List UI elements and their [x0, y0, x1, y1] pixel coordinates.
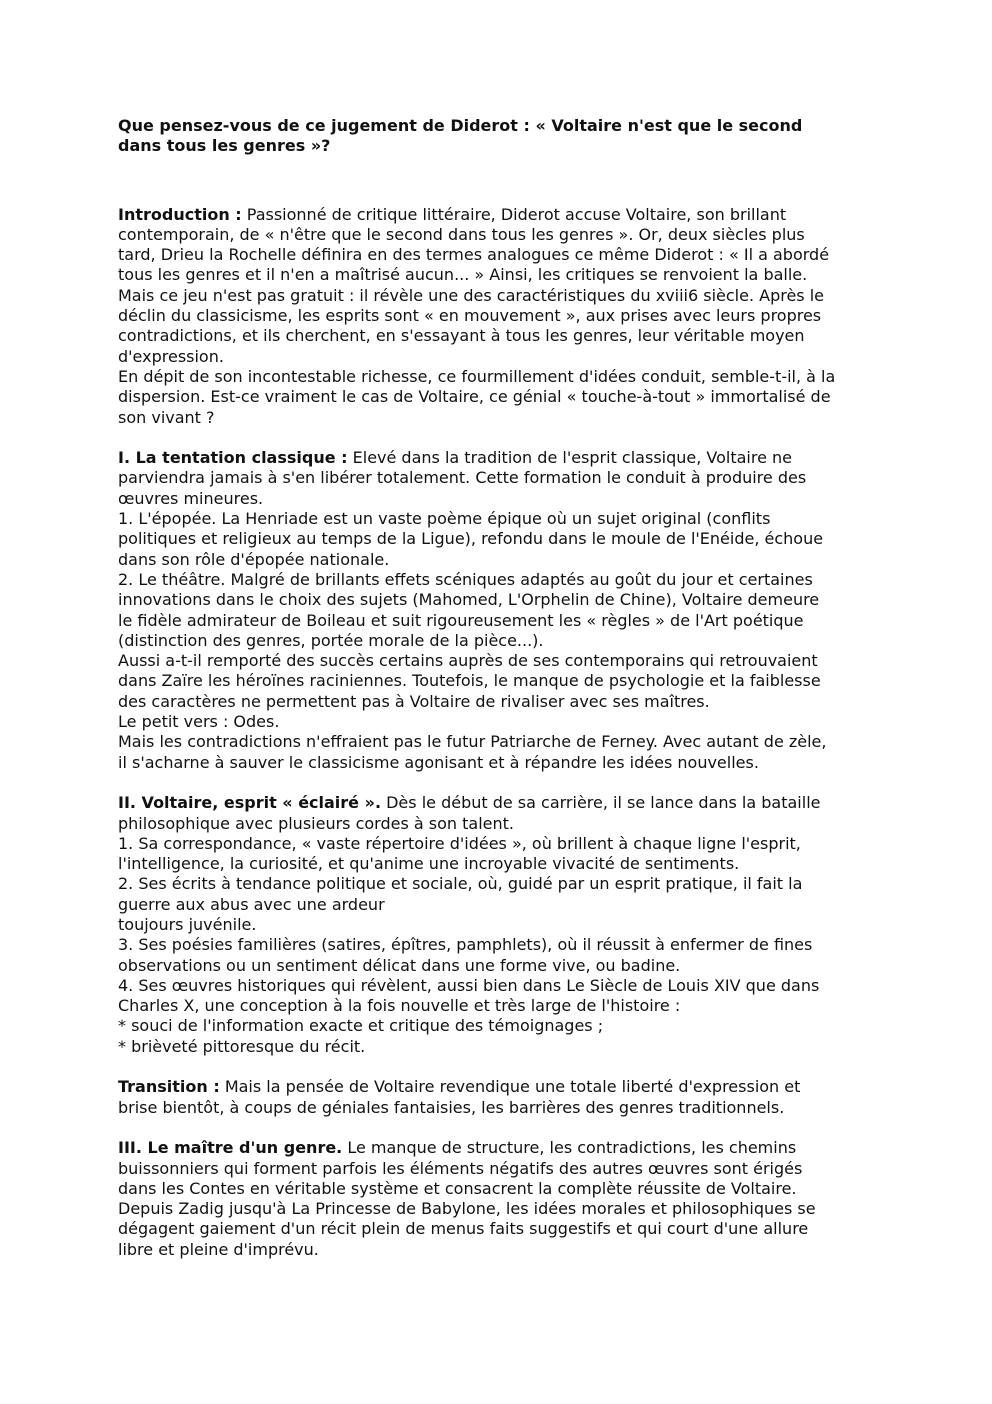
- body-line: dégagent gaiement d'un récit plein de menus faits suggestifs et qui court d'une allure: [118, 1219, 809, 1239]
- body-line: Charles X, une conception à la fois nouvelle et très large de l'histoire :: [118, 996, 681, 1016]
- title-line: dans tous les genres »?: [118, 136, 331, 156]
- part1-heading: I. La tentation classique :: [118, 448, 348, 468]
- body-line: * brièveté pittoresque du récit.: [118, 1036, 366, 1056]
- body-line: dispersion. Est-ce vraiment le cas de Voltaire, ce génial « touche-à-tout » immortalisé de: [118, 387, 831, 407]
- part1-section: [118, 448, 888, 773]
- introduction-heading: Introduction :: [118, 204, 242, 224]
- body-line: Mais ce jeu n'est pas gratuit : il révèle une des caractéristiques du xviii6 siècle. Après le: [118, 285, 825, 305]
- body-line: En dépit de son incontestable richesse, ce fourmillement d'idées conduit, semble-t-il, à la: [118, 366, 836, 386]
- part2-heading: II. Voltaire, esprit « éclairé ».: [118, 793, 382, 813]
- body-line: œuvres mineures.: [118, 488, 264, 508]
- introduction-section: [118, 205, 888, 428]
- body-line: parviendra jamais à s'en libérer totalement. Cette formation le conduit à produire des: [118, 468, 807, 488]
- body-line: il s'acharne à sauver le classicisme agonisant et à répandre les idées nouvelles.: [118, 752, 759, 772]
- body-line: philosophique avec plusieurs cordes à son talent.: [118, 813, 514, 833]
- body-line: brise bientôt, à coups de géniales fantaisies, les barrières des genres traditionnels.: [118, 1097, 785, 1117]
- body-text: Mais la pensée de Voltaire revendique une totale liberté d'expression et: [219, 1077, 801, 1097]
- document-page: [118, 116, 888, 1280]
- body-line: libre et pleine d'imprévu.: [118, 1239, 319, 1259]
- body-line: déclin du classicisme, les esprits sont « en mouvement », aux prises avec leurs propres: [118, 306, 822, 326]
- part3-section: [118, 1138, 888, 1260]
- transition-section: [118, 1077, 888, 1118]
- body-line: 2. Ses écrits à tendance politique et sociale, où, guidé par un esprit pratique, il fait la: [118, 874, 803, 894]
- body-line: Aussi a-t-il remporté des succès certains auprès de ses contemporains qui retrouvaient: [118, 651, 818, 671]
- body-line: le fidèle admirateur de Boileau et suit rigoureusement les « règles » de l'Art poétique: [118, 610, 804, 630]
- body-line: buissonniers qui forment parfois les éléments négatifs des autres œuvres sont érigés: [118, 1158, 803, 1178]
- body-line: 4. Ses œuvres historiques qui révèlent, aussi bien dans Le Siècle de Louis XIV que dans: [118, 975, 820, 995]
- body-line: Le petit vers : Odes.: [118, 712, 280, 732]
- body-line: 1. Sa correspondance, « vaste répertoire d'idées », où brillent à chaque ligne l'esprit,: [118, 833, 801, 853]
- body-line: l'intelligence, la curiosité, et qu'anime une incroyable vivacité de sentiments.: [118, 854, 740, 874]
- body-line: Depuis Zadig jusqu'à La Princesse de Babylone, les idées morales et philosophiques se: [118, 1199, 816, 1219]
- body-line: politiques et religieux au temps de la Ligue), refondu dans le moule de l'Enéide, échoue: [118, 529, 824, 549]
- body-line: 3. Ses poésies familières (satires, épîtres, pamphlets), où il réussit à enfermer de fines: [118, 935, 813, 955]
- body-line: (distinction des genres, portée morale de la pièce...).: [118, 630, 544, 650]
- body-text: Dès le début de sa carrière, il se lance dans la bataille: [381, 793, 821, 813]
- body-line: observations ou un sentiment délicat dans une forme vive, ou badine.: [118, 955, 681, 975]
- body-line: contemporain, de « n'être que le second dans tous les genres ». Or, deux siècles plus: [118, 224, 805, 244]
- body-line: contradictions, et ils cherchent, en s'essayant à tous les genres, leur véritable moyen: [118, 326, 805, 346]
- body-line: * souci de l'information exacte et critique des témoignages ;: [118, 1016, 604, 1036]
- body-text: Passionné de critique littéraire, Diderot accuse Voltaire, son brillant: [241, 204, 787, 224]
- body-line: 2. Le théâtre. Malgré de brillants effets scéniques adaptés au goût du jour et certaines: [118, 569, 813, 589]
- body-line: guerre aux abus avec une ardeur: [118, 894, 385, 914]
- body-text: Le manque de structure, les contradictions, les chemins: [342, 1138, 797, 1158]
- body-line: son vivant ?: [118, 407, 215, 427]
- body-line: 1. L'épopée. La Henriade est un vaste poème épique où un sujet original (conflits: [118, 509, 771, 529]
- part2-section: [118, 793, 888, 1057]
- body-line: d'expression.: [118, 346, 224, 366]
- body-line: tard, Drieu la Rochelle définira en des termes analogues ce même Diderot : « Il a abordé: [118, 245, 830, 265]
- body-line: dans Zaïre les héroïnes raciniennes. Toutefois, le manque de psychologie et la faiblesse: [118, 671, 821, 691]
- body-line: tous les genres et il n'en a maîtrisé aucun... » Ainsi, les critiques se renvoient la balle.: [118, 265, 808, 285]
- body-text: Elevé dans la tradition de l'esprit classique, Voltaire ne: [347, 448, 793, 468]
- body-line: innovations dans le choix des sujets (Mahomed, L'Orphelin de Chine), Voltaire demeure: [118, 590, 820, 610]
- transition-heading: Transition :: [118, 1077, 220, 1097]
- body-line: dans son rôle d'épopée nationale.: [118, 549, 390, 569]
- body-line: des caractères ne permettent pas à Voltaire de rivaliser avec ses maîtres.: [118, 691, 710, 711]
- title-line: Que pensez-vous de ce jugement de Diderot : « Voltaire n'est que le second: [118, 116, 803, 135]
- body-line: toujours juvénile.: [118, 914, 257, 934]
- document-title: [118, 116, 888, 157]
- part3-heading: III. Le maître d'un genre.: [118, 1138, 343, 1158]
- body-line: dans les Contes en véritable système et consacrent la complète réussite de Voltaire.: [118, 1178, 797, 1198]
- body-line: Mais les contradictions n'effraient pas le futur Patriarche de Ferney. Avec autant de zèle,: [118, 732, 827, 752]
